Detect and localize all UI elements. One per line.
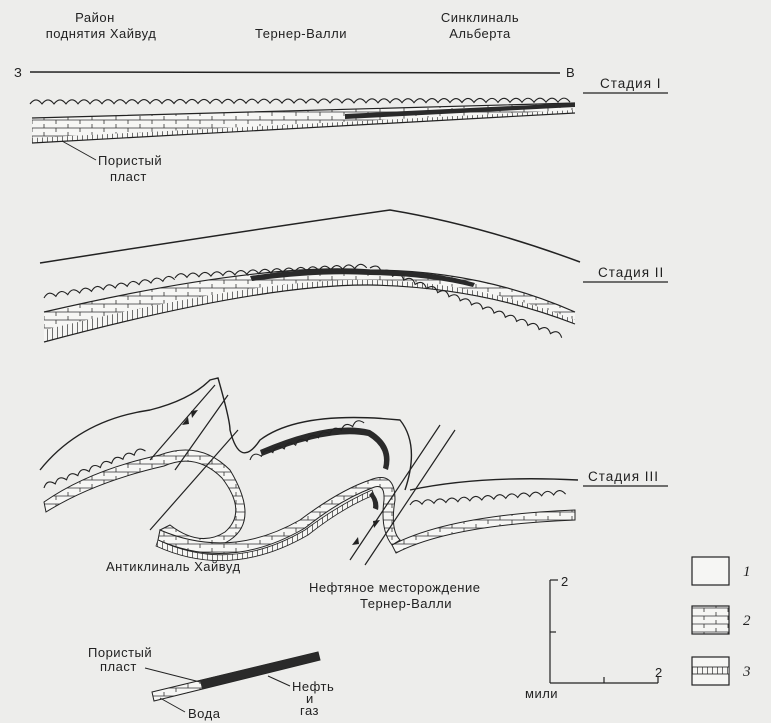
stage-2-surface-line (40, 210, 580, 263)
scale-unit: мили (525, 686, 559, 701)
stage-1-section (30, 72, 668, 184)
legend-number-1: 1 (743, 564, 751, 580)
stage-1-unconformity (30, 98, 570, 104)
stage-3-limestone-layer (158, 478, 400, 554)
inset-porous-line2: пласт (100, 659, 137, 674)
stage-1-label: Стадия I (600, 76, 662, 91)
stage-3-section (40, 378, 668, 611)
label-oilfield-line1: Нефтяное месторождение (309, 580, 481, 595)
label-hayvud-area-line2: поднятия Хайвуд (45, 26, 157, 41)
inset-oil-line3: газ (300, 703, 320, 718)
stage-2-label: Стадия II (598, 265, 665, 280)
label-porous-layer-line2: пласт (110, 169, 147, 184)
stage-3-label: Стадия III (588, 469, 660, 484)
label-porous-layer-line1: Пористый (98, 153, 163, 168)
scale-bar (525, 574, 663, 701)
label-alberta-syncline-line2: Альберта (449, 26, 511, 41)
scale-horizontal-max: 2 (655, 665, 663, 680)
inset-porous-line1: Пористый (88, 645, 153, 660)
inset-water-label: Вода (188, 706, 221, 721)
legend-swatch-1 (692, 557, 729, 585)
stage-3-oil-accumulation (260, 428, 390, 471)
legend-number-2: 2 (743, 613, 751, 629)
scale-vertical-max: 2 (561, 574, 569, 589)
label-oilfield-line2: Тернер-Валли (360, 596, 452, 611)
stage-2-section (40, 210, 668, 342)
label-terner-valley: Тернер-Валли (255, 26, 347, 41)
stage-1-surface-line (30, 72, 560, 73)
porous-layer-inset (88, 645, 334, 721)
label-east: В (566, 65, 576, 80)
legend (692, 557, 751, 685)
label-hayvud-anticline: Антиклиналь Хайвуд (106, 559, 241, 574)
inset-oil-line2: и (306, 691, 314, 706)
inset-oil-line1: Нефть (292, 679, 335, 694)
label-alberta-syncline-line1: Синклиналь (440, 10, 520, 25)
legend-number-3: 3 (743, 664, 751, 680)
label-hayvud-area-line1: Район (75, 10, 115, 25)
label-west: З (14, 65, 23, 80)
legend-swatch-2 (692, 606, 729, 634)
